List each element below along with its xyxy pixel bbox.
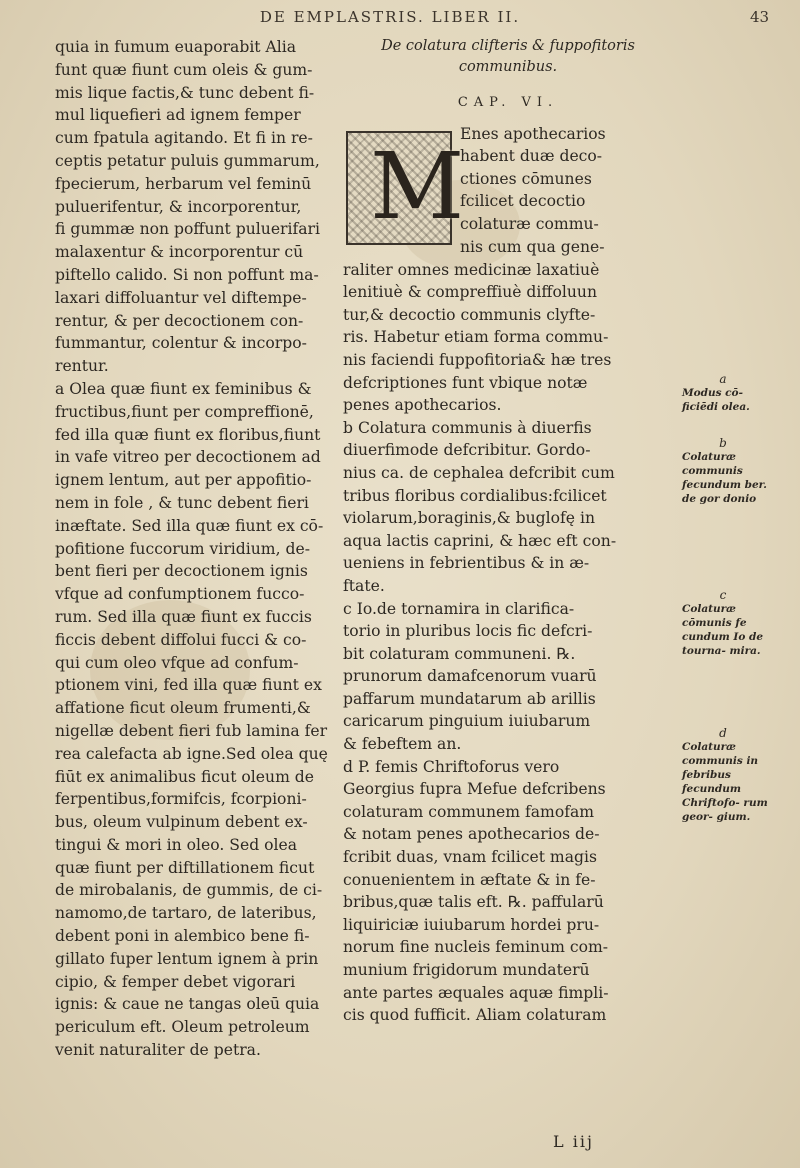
text-line: nis cum qua gene- — [460, 237, 605, 256]
left-text-column — [55, 36, 333, 1062]
text-line: violarum,boraginis,& buglofę in — [343, 509, 595, 528]
text-line: rum. Sed illa quæ fiunt ex fuccis — [55, 607, 312, 626]
section-title-continued: communibus. — [458, 59, 558, 75]
text-line: ficcis debent diffolui fucci & co- — [55, 630, 307, 649]
text-line: fcribit duas, vnam fcilicet magis — [343, 848, 597, 867]
text-line: & notam penes apothecarios de- — [343, 825, 600, 844]
text-line: cipio, & femper debet vigorari — [55, 972, 296, 991]
text-line: caricarum pinguium iuiubarum — [343, 712, 591, 731]
text-line: ceptis petatur puluis gummarum, — [55, 151, 320, 170]
text-line: bent fieri per decoctionem ignis — [55, 562, 308, 581]
text-line: in vafe vitreo per decoctionem ad — [55, 448, 321, 467]
text-line: de mirobalanis, de gummis, de ci- — [55, 881, 323, 900]
text-line: fed illa quæ fiunt ex floribus,fiunt — [55, 425, 321, 444]
margin-note-b — [678, 436, 768, 506]
initial-lines — [460, 123, 673, 259]
text-line: cis quod fufficit. Aliam colaturam — [343, 1006, 607, 1025]
text-line: fummantur, colentur & incorpo- — [55, 334, 307, 353]
text-line: Georgius fupra Mefue defcribens — [343, 780, 606, 799]
margin-note-text: Colaturæ communis fecundum ber. de gor donio — [682, 451, 767, 505]
text-line: debent poni in alembico bene fi- — [55, 927, 310, 946]
text-line: fpecierum, herbarum vel feminū — [55, 174, 312, 193]
text-line: penes apothecarios. — [343, 396, 502, 415]
margin-note-letter: c — [719, 588, 727, 602]
text-line: d P. femis Chriftoforus vero — [343, 757, 560, 776]
text-line: prunorum damafcenorum vuarū — [343, 667, 597, 686]
text-line: ferpentibus,formifcis, fcorpioni- — [55, 790, 307, 809]
margin-note-letter: b — [719, 436, 727, 450]
text-line: malaxentur & incorporentur cū — [55, 243, 304, 262]
text-line: vfque ad confumptionem fucco- — [55, 585, 305, 604]
text-line: a Olea quæ fiunt ex feminibus & — [55, 379, 312, 398]
text-line: periculum eft. Oleum petroleum — [55, 1018, 310, 1037]
text-line: munium frigidorum mundaterū — [343, 961, 590, 979]
text-line: inæftate. Sed illa quæ fiunt ex cō- — [55, 516, 324, 535]
margin-note-text: Colaturæ cōmunis fe cundum Io de tourna- mira. — [682, 603, 763, 657]
text-line: tur,& decoctio communis clyfte- — [343, 305, 596, 324]
margin-note-a — [678, 372, 768, 414]
text-line: tingui & mori in oleo. Sed olea — [55, 835, 298, 854]
text-line: rentur. — [55, 357, 109, 376]
text-line: mis lique factis,& tunc debent fi- — [55, 83, 315, 102]
text-line: ignem lentum, aut per appofitio- — [55, 471, 312, 490]
text-line: nis faciendi fuppofitoria& hæ tres — [343, 350, 612, 369]
text-line: ctiones cōmunes — [460, 169, 592, 188]
text-line: aqua lactis caprini, & hæc eft con- — [343, 531, 617, 550]
text-line: nem in fole , & tunc debent fieri — [55, 493, 309, 512]
text-line: quia in fumum euaporabit Alia — [55, 38, 297, 56]
text-line: pofitione fuccorum viridium, de- — [55, 539, 310, 558]
text-line: gillato fuper lentum ignem à prin — [55, 949, 319, 968]
text-line: raliter omnes medicinæ laxatiuè — [343, 260, 600, 279]
text-line: puluerifentur, & incorporentur, — [55, 197, 302, 216]
text-line: norum fine nucleis feminum com- — [343, 938, 609, 957]
margin-note-text: Colaturæ communis in febribus fecundum Chriftofo- rum geor- gium. — [682, 741, 768, 823]
text-line: & febeftem an. — [343, 735, 462, 754]
text-line: colaturæ commu- — [460, 214, 599, 233]
text-line: paffarum mundatarum ab arillis — [343, 689, 596, 708]
text-line: quæ fiunt per diftillationem ficut — [55, 858, 315, 877]
text-line: fiūt ex animalibus ficut oleum de — [55, 767, 315, 786]
text-line: defcriptiones funt vbique notæ — [343, 373, 588, 392]
text-line: fructibus,fiunt per compreffionē, — [55, 402, 314, 421]
margin-note-letter: a — [719, 372, 727, 386]
text-line: nius ca. de cephalea defcribit cum — [343, 463, 615, 482]
text-line: bus, oleum vulpinum debent ex- — [55, 813, 308, 832]
text-line: mul liquefieri ad ignem femper — [55, 106, 301, 125]
text-line: c Io.de tornamira in clarifica- — [343, 599, 575, 618]
text-line: ignis: & caue ne tangas oleū quia — [55, 995, 320, 1014]
text-line: fi gummæ non poffunt puluerifari — [55, 220, 320, 239]
margin-note-d — [678, 726, 768, 824]
text-line: ueniens in febrientibus & in æ- — [343, 554, 590, 573]
text-line: rentur, & per decoctionem con- — [55, 311, 304, 330]
text-line: tribus floribus cordialibus:fcilicet — [343, 486, 607, 505]
text-line: namomo,de tartaro, de lateribus, — [55, 904, 317, 923]
text-line: torio in pluribus locis fic defcri- — [343, 622, 593, 641]
text-line: ftate. — [343, 576, 385, 595]
margin-note-letter: d — [719, 726, 727, 740]
text-line: bribus,quæ talis eft. ℞. paffularū — [343, 893, 604, 912]
decorated-initial-icon — [346, 131, 465, 245]
right-text-column — [343, 36, 673, 1027]
text-line: cum fpatula agitando. Et fi in re- — [55, 129, 313, 148]
text-line: fcilicet decoctio — [460, 192, 586, 211]
text-line: bit colaturam communeni. ℞. — [343, 644, 576, 663]
section-title: De colatura clifteris & fuppofitoris — [381, 38, 635, 54]
text-line: venit naturaliter de petra. — [55, 1041, 261, 1060]
text-line: ante partes æquales aquæ fimpli- — [343, 983, 609, 1002]
initial-letter: M — [370, 132, 465, 240]
text-line: qui cum oleo vfque ad confum- — [55, 653, 299, 672]
text-line: ris. Habetur etiam forma commu- — [343, 328, 609, 347]
chapter-heading: CAP. VI. — [457, 95, 559, 110]
margin-note-c — [678, 588, 768, 658]
text-line: b Colatura communis à diuerfis — [343, 418, 592, 437]
signature-mark: L iij — [553, 1132, 594, 1151]
text-line: lenitiuè & compreffiuè diffoluun — [343, 283, 597, 302]
text-line: funt quæ fiunt cum oleis & gum- — [55, 60, 313, 79]
text-line: conuenientem in æftate & in fe- — [343, 870, 596, 889]
text-line: diuerfimode defcribitur. Gordo- — [343, 441, 591, 460]
text-line: laxari diffoluantur vel diftempe- — [55, 288, 307, 307]
text-line: piftello calido. Si non poffunt ma- — [55, 265, 319, 284]
text-line: Enes apothecarios — [460, 124, 606, 143]
text-line: rea calefacta ab igne.Sed olea quę — [55, 744, 328, 763]
initial-block — [343, 123, 673, 259]
page-number: 43 — [750, 8, 770, 26]
text-line: habent duæ deco- — [460, 147, 603, 166]
text-line: affatione ficut oleum frumenti,& — [55, 699, 311, 718]
text-line: nigellæ debent fieri fub lamina fer — [55, 721, 328, 740]
margin-note-text: Modus cō- ficiēdi olea. — [682, 387, 750, 413]
running-head: DE EMPLASTRIS. LIBER II. — [259, 8, 521, 26]
text-line: ptionem vini, fed illa quæ fiunt ex — [55, 676, 322, 695]
text-line: liquiriciæ iuiubarum hordei pru- — [343, 915, 600, 934]
text-line: colaturam communem famofam — [343, 802, 595, 821]
